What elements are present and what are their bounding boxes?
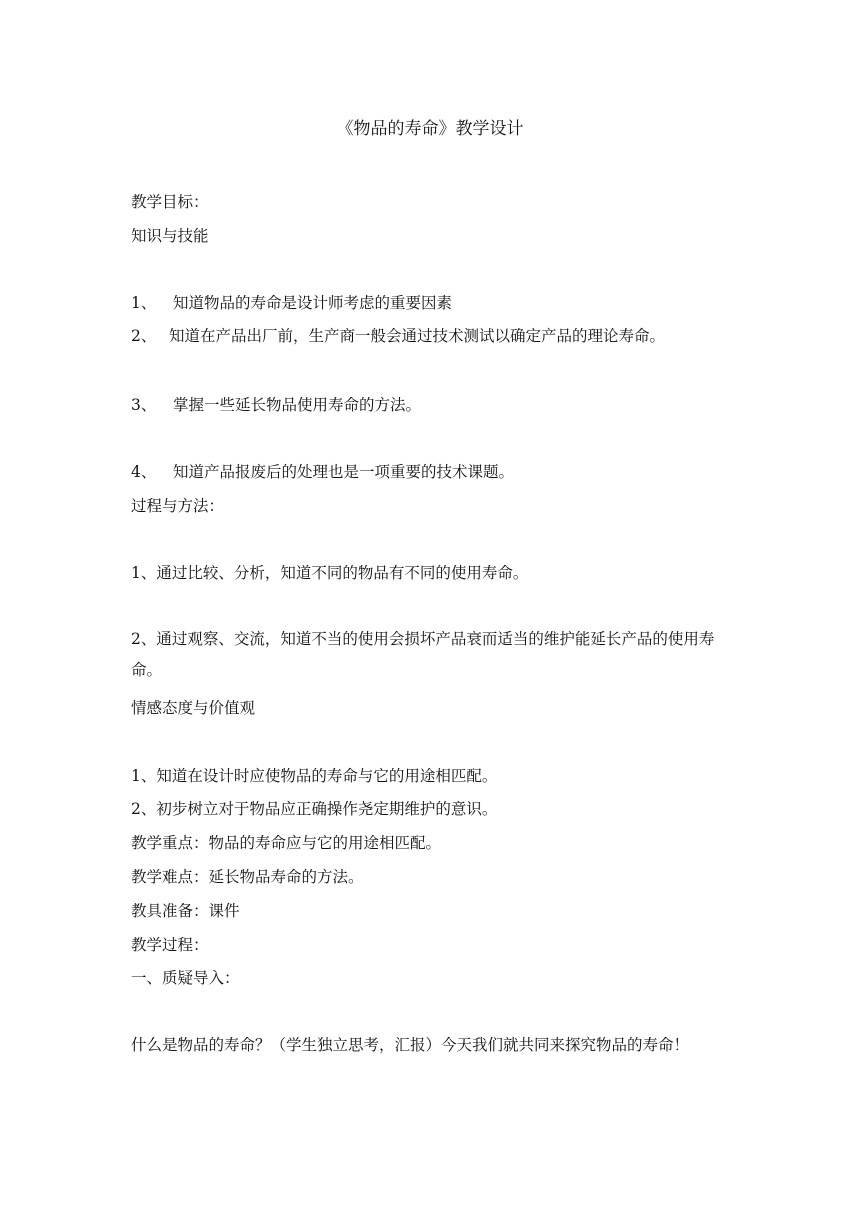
emotion-item: 1、知道在设计时应使物品的寿命与它的用途相匹配。 <box>131 767 498 785</box>
process-item: 1、通过比较、分析，知道不同的物品有不同的使用寿命。 <box>131 564 529 582</box>
emotion-item: 2、初步树立对于物品应正确操作尧定期维护的意识。 <box>131 800 498 818</box>
emotion-heading: 情感态度与价值观 <box>131 699 256 717</box>
knowledge-item <box>131 326 665 346</box>
knowledge-item-number: 1、 <box>131 294 157 312</box>
knowledge-item <box>131 293 452 313</box>
knowledge-item-text: 掌握一些延长物品使用寿命的方法。 <box>173 396 422 414</box>
teaching-tools: 教具准备：课件 <box>131 902 240 920</box>
knowledge-item-number: 4、 <box>131 463 157 481</box>
process-heading: 过程与方法： <box>131 497 225 515</box>
knowledge-item-text: 知道物品的寿命是设计师考虑的重要因素 <box>173 294 453 312</box>
step-one-heading: 一、质疑导入： <box>131 969 240 987</box>
knowledge-item <box>131 462 514 482</box>
knowledge-item <box>131 395 421 415</box>
document-title: 《物品的寿命》教学设计 <box>336 119 524 139</box>
difficult-point: 教学难点：延长物品寿命的方法。 <box>131 868 364 886</box>
knowledge-item-number: 2、 <box>131 327 157 345</box>
key-point: 教学重点：物品的寿命应与它的用途相匹配。 <box>131 834 442 852</box>
knowledge-item-text: 知道在产品出厂前，生产商一般会通过技术测试以确定产品的理论寿命。 <box>169 327 666 345</box>
knowledge-item-number: 3、 <box>131 396 157 414</box>
process-label: 教学过程： <box>131 936 209 954</box>
objectives-heading: 教学目标： <box>131 193 209 211</box>
knowledge-heading: 知识与技能 <box>131 227 209 245</box>
knowledge-item-text: 知道产品报废后的处理也是一项重要的技术课题。 <box>173 463 515 481</box>
process-item: 2、通过观察、交流，知道不当的使用会损坏产品衰而适当的维护能延长产品的使用寿命。 <box>131 630 715 679</box>
intro-paragraph: 什么是物品的寿命？（学生独立思考，汇报）今天我们就共同来探究物品的寿命！ <box>131 1036 690 1054</box>
